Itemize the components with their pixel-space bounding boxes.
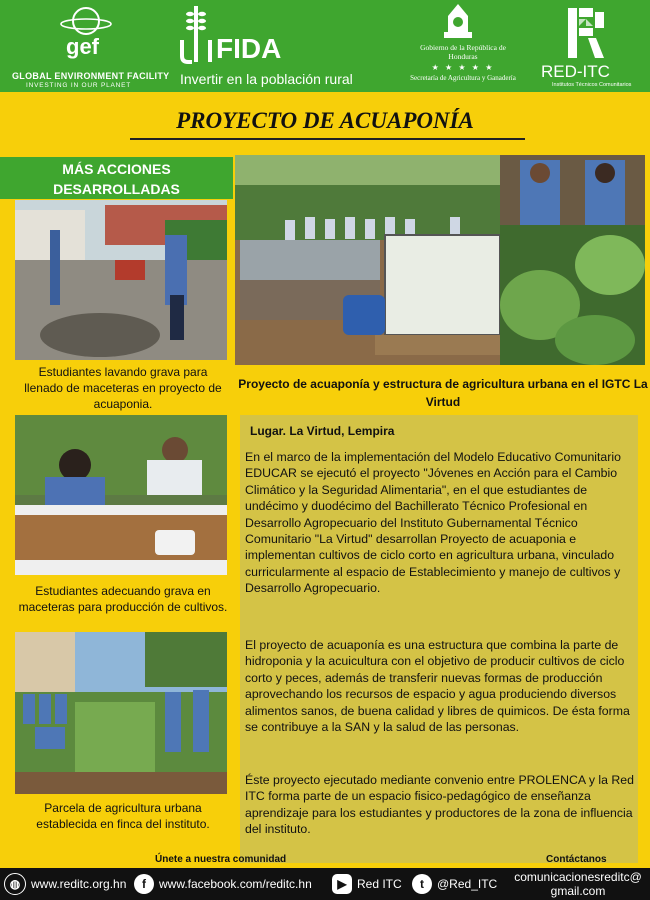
- facebook-link[interactable]: www.facebook.com/reditc.hn: [159, 877, 312, 891]
- photo-planters-image: [15, 415, 227, 575]
- youtube-icon: ▶: [332, 874, 352, 894]
- government-stars: ★ ★ ★ ★ ★: [431, 63, 495, 72]
- footer-email[interactable]: [508, 868, 648, 900]
- website-link[interactable]: www.reditc.org.hn: [31, 877, 127, 891]
- caption-washing-gravel: Estudiantes lavando grava para llenado de maceteras en proyecto de acuaponia.: [24, 365, 222, 411]
- photo-washing-gravel: [15, 200, 227, 360]
- article-panel: [240, 415, 638, 863]
- honduras-seal-icon: [440, 2, 476, 42]
- facebook-icon: f: [134, 874, 154, 894]
- header-banner: [0, 0, 650, 92]
- photo-hydroponic-image: [500, 155, 645, 365]
- fida-wheat-icon: [180, 4, 212, 66]
- fida-logo-word: FIDA: [216, 33, 282, 64]
- footer-website[interactable]: [4, 868, 126, 900]
- title-underline: [130, 138, 525, 140]
- email-link[interactable]: comunicacionesreditc@ gmail.com: [514, 870, 642, 898]
- article-paragraph-3: Éste proyecto ejecutado mediante convenio entre PROLENCA y la Red ITC forma parte de un espacio fisico-pedagógico de enseñanza aprendizaje para los estudiantes y productores de la zona de influencia del instituto.: [245, 773, 634, 837]
- red-itc-logo-word: RED-ITC: [541, 62, 610, 81]
- footer-facebook[interactable]: [134, 868, 312, 900]
- footer-bar: [0, 868, 650, 900]
- photo-washing-gravel-image: [15, 200, 227, 360]
- footer-twitter[interactable]: [412, 868, 497, 900]
- photo-hydroponic-crops: [500, 155, 645, 365]
- article-location: Lugar. La Virtud, Lempira: [250, 424, 395, 438]
- page-title: PROYECTO DE ACUAPONÍA: [176, 108, 474, 133]
- photo-aquaponics-structure: [235, 155, 500, 365]
- gef-name: GLOBAL ENVIRONMENT FACILITY: [12, 71, 170, 81]
- caption-planters-gravel: Estudiantes adecuando grava en maceteras para producción de cultivos.: [18, 584, 228, 614]
- youtube-link[interactable]: Red ITC: [357, 877, 402, 891]
- fida-tagline: Invertir en la población rural: [180, 71, 353, 87]
- twitter-icon: t: [412, 874, 432, 894]
- caption-aquaponics: Proyecto de acuaponía y estructura de agricultura urbana en el IGTC La Virtud: [238, 377, 648, 409]
- photo-aquaponics-image: [235, 155, 500, 365]
- article-paragraph-2: El proyecto de acuaponía es una estructura que combina la parte de hidroponia y la acuicultura con el objetivo de producir cultivos de ciclo corto y peces, además de transferir nuevas formas de producción aprovechando los recursos de espacio y agua produciendo diversos alimentos sanos, de buena calidad y libres de quimicos. De ésta forma se contribuye a la SAN y la salud de las personas.: [245, 638, 630, 735]
- gef-logo-word: gef: [66, 34, 99, 59]
- photo-planters-gravel: [15, 415, 227, 575]
- red-itc-tagline: Institutos Técnicos Comunitarios: [552, 82, 632, 88]
- photo-urban-plot: [15, 632, 227, 794]
- twitter-link[interactable]: @Red_ITC: [437, 877, 498, 891]
- article-paragraph-1: En el marco de la implementación del Modelo Educativo Comunitario EDUCAR se ejecutó el proyecto "Jóvenes en Acción para el Cambio Climático y la Seguridad Alimentaria", en el que estudiantes de undécimo y duodécimo del Bachillerato Técnico Profesional en Desarrollo Agropecuario del Instituto Gubernamental Técnico Comunitario "La Virtud" desarrollan Proyecto de acuaponia e implementan cultivos de ciclo corto en agricultura urbana, vinculado curricularmente al espacio de Establecimiento y manejo de cultivos y Desarrollo Agropecuario.: [245, 450, 621, 596]
- globe-icon: ◍: [4, 873, 26, 895]
- red-itc-r-icon: [566, 6, 606, 60]
- gef-tagline: INVESTING IN OUR PLANET: [26, 82, 132, 89]
- secretariat-name: Secretaría de Agricultura y Ganadería: [410, 74, 516, 82]
- gef-globe-icon: [60, 6, 112, 36]
- section-label: MÁS ACCIONES DESARROLLADAS: [0, 157, 233, 199]
- government-name: Gobierno de la República de Honduras: [420, 43, 506, 61]
- photo-urban-plot-image: [15, 632, 227, 794]
- join-community-label: Únete a nuestra comunidad: [155, 854, 287, 865]
- caption-urban-plot: Parcela de agricultura urbana establecida en finca del instituto.: [36, 801, 210, 831]
- footer-youtube[interactable]: [332, 868, 402, 900]
- contact-label: Contáctanos: [546, 854, 607, 865]
